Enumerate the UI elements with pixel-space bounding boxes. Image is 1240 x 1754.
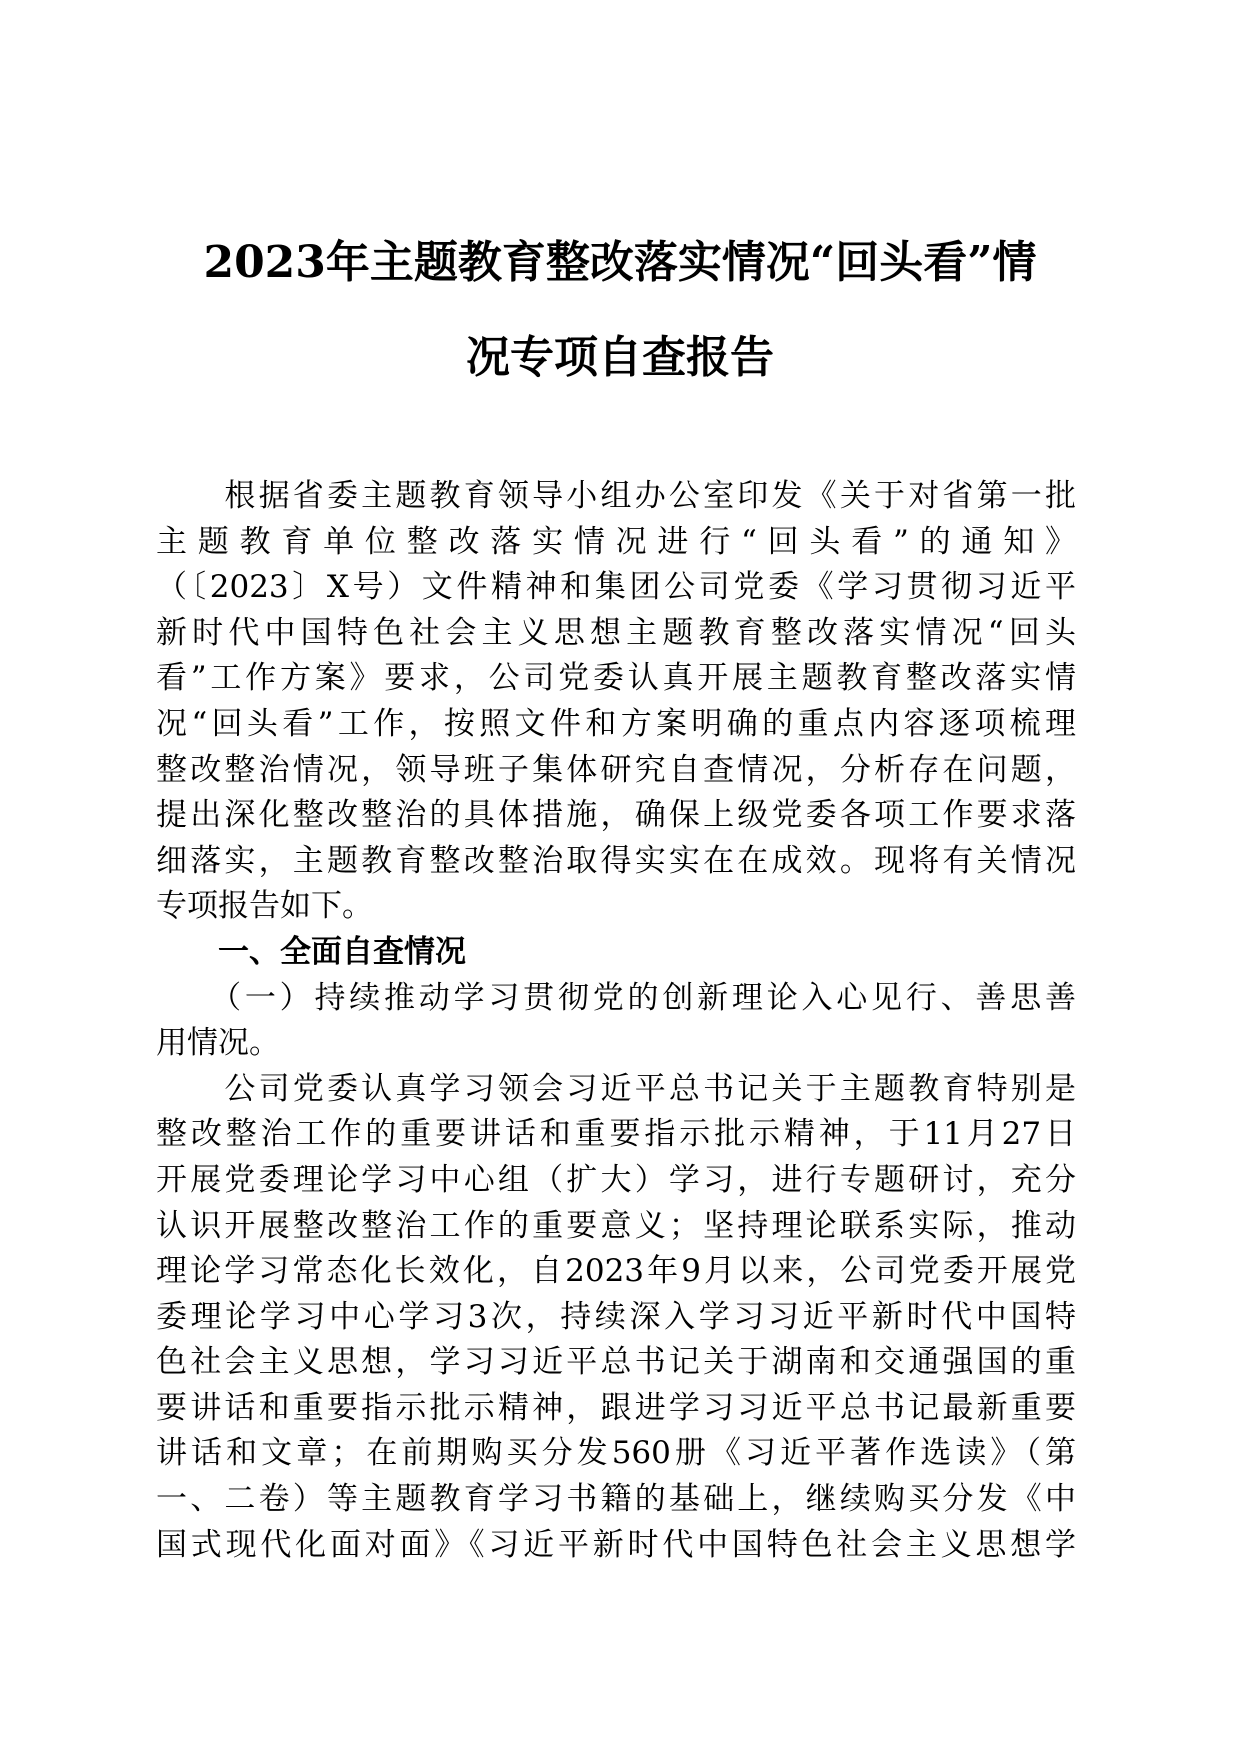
paragraph-line: 公司党委认真学习领会习近平总书记关于主题教育特别是 — [156, 1070, 1076, 1107]
subsection-line: （一）持续推动学习贯彻党的创新理论入心见行、善思善 — [156, 979, 1076, 1016]
intro-line: 根据省委主题教育领导小组办公室印发《关于对省第一批 — [156, 478, 1076, 514]
subsection-line: 用情况。 — [156, 1025, 280, 1062]
paragraph-line: 开展党委理论学习中心组（扩大）学习，进行专题研讨，充分 — [156, 1161, 1076, 1198]
intro-line: 专项报告如下。 — [156, 888, 373, 925]
paragraph-line: 整改整治工作的重要讲话和重要指示批示精神，于11月27日 — [156, 1116, 1076, 1153]
title-line-2: 况专项自查报告 — [466, 332, 774, 383]
subsection-heading — [156, 976, 1076, 1067]
intro-line: 况“回头看”工作，按照文件和方案明确的重点内容逐项梳理 — [156, 705, 1076, 742]
paragraph-line: 国式现代化面对面》《习近平新时代中国特色社会主义思想学 — [156, 1526, 1076, 1563]
paragraph-line: 讲话和文章；在前期购买分发560册《习近平著作选读》（第 — [156, 1435, 1076, 1472]
title-line-1: 2023年主题教育整改落实情况“回头看”情 — [203, 237, 1037, 288]
intro-line: （〔2023〕X号）文件精神和集团公司党委《学习贯彻习近平 — [156, 569, 1076, 606]
intro-paragraph — [156, 474, 1076, 930]
document-body — [156, 474, 1076, 1568]
paragraph-line: 理论学习常态化长效化，自2023年9月以来，公司党委开展党 — [156, 1253, 1076, 1290]
intro-line: 细落实，主题教育整改整治取得实实在在成效。现将有关情况 — [156, 842, 1076, 879]
intro-line: 主题教育单位整改落实情况进行“回头看”的通知》 — [156, 523, 1076, 560]
paragraph-line: 委理论学习中心学习3次，持续深入学习习近平新时代中国特 — [156, 1298, 1076, 1335]
paragraph-line: 一、二卷）等主题教育学习书籍的基础上，继续购买分发《中 — [156, 1481, 1076, 1518]
intro-line: 新时代中国特色社会主义思想主题教育整改落实情况“回头 — [156, 614, 1076, 651]
body-paragraph — [156, 1067, 1076, 1569]
intro-line: 看”工作方案》要求，公司党委认真开展主题教育整改落实情 — [156, 660, 1076, 697]
paragraph-line: 要讲话和重要指示批示精神，跟进学习习近平总书记最新重要 — [156, 1389, 1076, 1426]
section-heading: 一、全面自查情况 — [156, 933, 466, 970]
paragraph-line: 色社会主义思想，学习习近平总书记关于湖南和交通强国的重 — [156, 1344, 1076, 1381]
intro-line: 提出深化整改整治的具体措施，确保上级党委各项工作要求落 — [156, 797, 1076, 834]
document-title — [150, 215, 1090, 405]
paragraph-line: 认识开展整改整治工作的重要意义；坚持理论联系实际，推动 — [156, 1207, 1076, 1244]
intro-line: 整改整治情况，领导班子集体研究自查情况，分析存在问题， — [156, 751, 1076, 788]
